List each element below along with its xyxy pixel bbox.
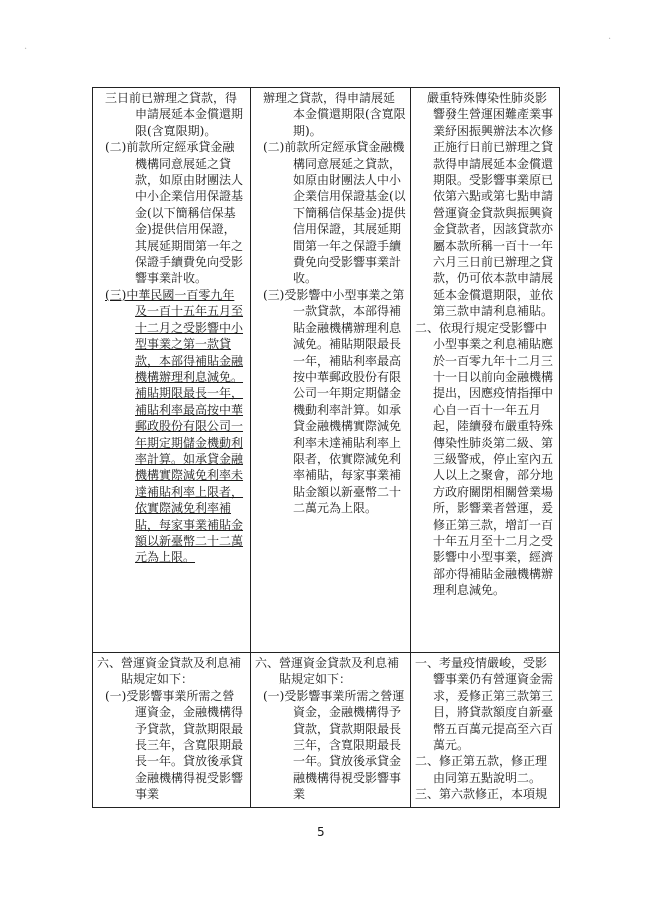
page-number: 5 [317,825,325,839]
paragraph: (一)受影響事業所需之營運資金，金融機構得予貸款，貸款期限最長三年，含寬限期最長一年。貸放後承貸金融機構得視受影響事業 [263,688,405,802]
scan-speck: · [608,34,612,45]
paragraph: (三)受影響中小型事業之第一款貸款，本部得補貼金融機構辦理利息減免。補貼期限最長一年，補貼利率最高按中華郵政股份有限公司一年期定期儲金機動利率計算。如承貸金融機構實際減免利率未達補貼利率上限者，依實際減免利率補貼，每家事業補貼金額以新臺幣二十二萬元為上限。 [263,287,405,516]
paragraph: (二)前款所定經承貸金融機構同意展延之貸款，如原由財團法人中小企業信用保證基金(以下簡稱信保基金)提供信用保證，其展延期間第一年之保證手續費免向受影響事業計收。 [263,140,406,286]
paragraph: 一、考量疫情嚴峻，受影響事業仍有營運資金需求，爰修正第三款第三目，將貸款額度自新臺幣五百萬元提高至六百萬元。 [415,656,554,753]
amended-text-cell [93,653,251,808]
paragraph: 三日前已辦理之貸款，得申請展延本金償還期限(含寬限期)。 [105,91,244,138]
comparison-table [92,87,560,808]
paragraph: 二、依現行規定受影響中小型事業之利息補貼應於一百零九年十二月三十一日以前向金融機構提出，因應疫情指揮中心自一百十一年五月起，陸續發布嚴重特殊傳染性肺炎第二級、第三級警戒，停止室內五人以上之聚會，部分地方政府關閉相關營業場所，影響業者營運，爰修正第三款，增訂一百十年五月至十二月之受影響中小型事業，經濟部亦得補貼金融機構辦理利息減免。 [415,320,554,598]
paragraph: (三)中華民國一百零九年及一百十五年五月至十二月之受影響中小型事業之第一款貸款，本部得補貼金融機構辦理利息減免。補貼期限最長一年，補貼利率最高按中華郵政股份有限公司一年期定期儲金機動利率計算。如承貸金融機構實際減免利率未達補貼利率上限者，依實際減免利率補貼，每家事業補貼金額以新臺幣二十二萬元為上限。 [105,287,244,565]
paragraph: 嚴重特殊傳染性肺炎影響發生營運困難產業事業紓困振興辦法本次修正施行日前已辦理之貸款得申請展延本金償還期限。受影響事業原已依第六點或第七點申請營運資金貸款與振興資金貸款者，因該貸款亦屬本款所稱一百十一年六月三日前已辦理之貸款，仍可依本款申請展延本金償還期限，並依第三款申請利息補貼。 [415,91,554,319]
explanation-cell [411,653,560,808]
table-row [93,88,560,653]
paragraph: 三、第六款修正，本項規 [415,787,548,802]
paragraph: 六、營運資金貸款及利息補貼規定如下： [255,656,400,687]
amended-text-cell [93,88,251,653]
paragraph: 六、營運資金貸款及利息補貼規定如下： [97,656,242,687]
explanation-cell [411,88,560,653]
paragraph: 二、修正第五款，修正理由同第五點說明二。 [415,754,548,785]
paragraph: 辦理之貸款，得申請展延本金償還期限(含寬限期)。 [263,91,406,138]
table-row [93,653,560,808]
scan-speck: · [24,44,28,55]
current-text-cell [251,653,411,808]
paragraph: (二)前款所定經承貸金融機構同意展延之貸款，如原由財團法人中小企業信用保證基金(以下簡稱信保基金)提供信用保證，其展延期間第一年之保證手續費免向受影響事業計收。 [105,140,244,286]
current-text-cell [251,88,411,653]
paragraph: (一)受影響事業所需之營運資金，金融機構得予貸款，貸款期限最長三年，含寬限期最長一年。貸放後承貸金融機構得視受影響事業 [105,688,244,802]
